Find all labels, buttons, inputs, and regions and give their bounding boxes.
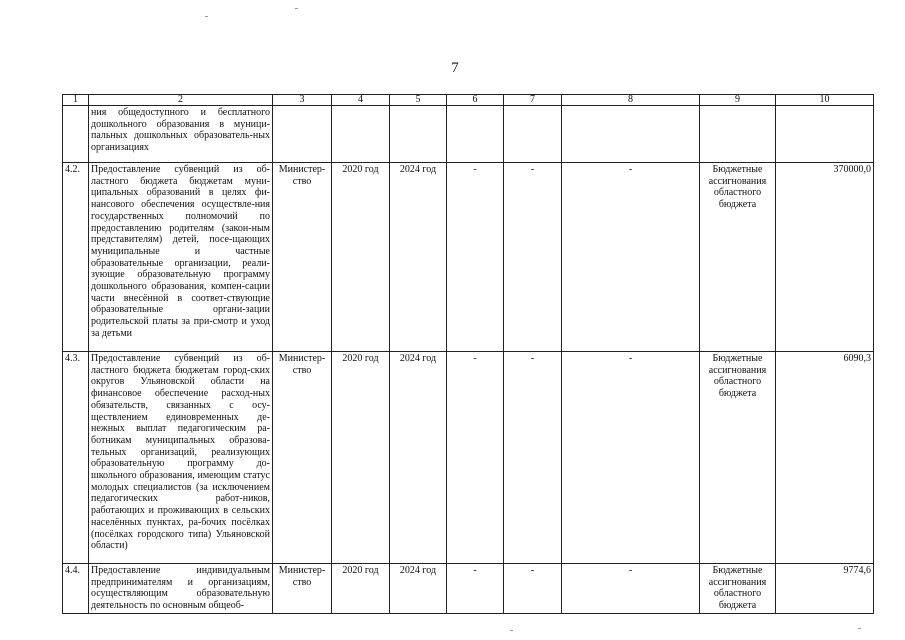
column-header: 4 [332, 95, 390, 106]
column-header: 3 [273, 95, 332, 106]
row-description: Предоставление индивидуальным предпринимателям и организациям, осуществляющим образовательную деятельность по основным общеоб- [89, 564, 273, 614]
row-number: 4.2. [63, 163, 89, 352]
column-header: 8 [562, 95, 700, 106]
row-col7: - [504, 352, 562, 564]
row-funding-source: Бюджетные ассигнования областного бюджета [700, 352, 776, 564]
row-col6: - [447, 564, 504, 614]
column-header: 5 [390, 95, 447, 106]
column-header: 10 [776, 95, 874, 106]
row-amount: 9774,6 [776, 564, 874, 614]
row-executor [273, 106, 332, 163]
column-header: 2 [89, 95, 273, 106]
row-start-year: 2020 год [332, 564, 390, 614]
row-col6: - [447, 352, 504, 564]
row-funding-source [700, 106, 776, 163]
table-header-row [63, 95, 874, 106]
row-amount: 6090,3 [776, 352, 874, 564]
row-amount: 370000,0 [776, 163, 874, 352]
row-description: ния общедоступного и бесплатного дошкольного образования в муници-пальных дошкольных образователь-ных организациях [89, 106, 273, 163]
row-col8: - [562, 163, 700, 352]
row-col8: - [562, 352, 700, 564]
row-executor: Министер-ство [273, 163, 332, 352]
row-number: 4.3. [63, 352, 89, 564]
scan-speck [295, 8, 298, 9]
row-number [63, 106, 89, 163]
row-executor: Министер-ство [273, 564, 332, 614]
row-number: 4.4. [63, 564, 89, 614]
row-end-year: 2024 год [390, 163, 447, 352]
row-funding-source: Бюджетные ассигнования областного бюджета [700, 564, 776, 614]
column-header: 7 [504, 95, 562, 106]
row-end-year: 2024 год [390, 564, 447, 614]
row-col7: - [504, 564, 562, 614]
column-header: 9 [700, 95, 776, 106]
row-description: Предоставление субвенций из об-ластного бюджета бюджетам муни-ципальных образований в целях фи-нансового обеспечения осуществле-ния государственных полномочий по предоставлению родителям (закон-ным представителям) детей, посе-щающих муниципальные и частные образовательные организации, реали-зующие образовательную программу дошкольного образования, компен-сации части внесённой в соответ-ствующие образовательные органи-зации родительской платы за при-смотр и уход за детьми [89, 163, 273, 352]
row-col6: - [447, 163, 504, 352]
scan-speck [510, 630, 513, 631]
row-col8: - [562, 564, 700, 614]
scan-speck [205, 16, 208, 17]
column-header: 1 [63, 95, 89, 106]
table-row [63, 106, 874, 163]
column-header: 6 [447, 95, 504, 106]
row-amount [776, 106, 874, 163]
row-executor: Министер-ство [273, 352, 332, 564]
row-start-year [332, 106, 390, 163]
row-col7: - [504, 163, 562, 352]
row-start-year: 2020 год [332, 352, 390, 564]
budget-table [62, 94, 874, 614]
table-row [63, 163, 874, 352]
scan-speck [858, 628, 861, 629]
table-row [63, 352, 874, 564]
row-end-year: 2024 год [390, 352, 447, 564]
table-row [63, 564, 874, 614]
row-description: Предоставление субвенций из об-ластного бюджета бюджетам город-ских округов Ульяновской области на финансовое обеспечение расход-ных обязательств, связанных с осу-ществлением единовременных де-нежных выплат педагогическим ра-ботникам муниципальных образова-тельных организаций, реализующих образовательную программу до-школьного образования, имеющим статус молодых специалистов (за исключением педагогических работ-ников, работающих и проживающих в сельских населённых пунктах, ра-бочих посёлках (посёлках городского типа) Ульяновской области) [89, 352, 273, 564]
row-col6 [447, 106, 504, 163]
row-end-year [390, 106, 447, 163]
row-start-year: 2020 год [332, 163, 390, 352]
row-funding-source: Бюджетные ассигнования областного бюджета [700, 163, 776, 352]
page-number: 7 [451, 60, 459, 76]
row-col8 [562, 106, 700, 163]
row-col7 [504, 106, 562, 163]
